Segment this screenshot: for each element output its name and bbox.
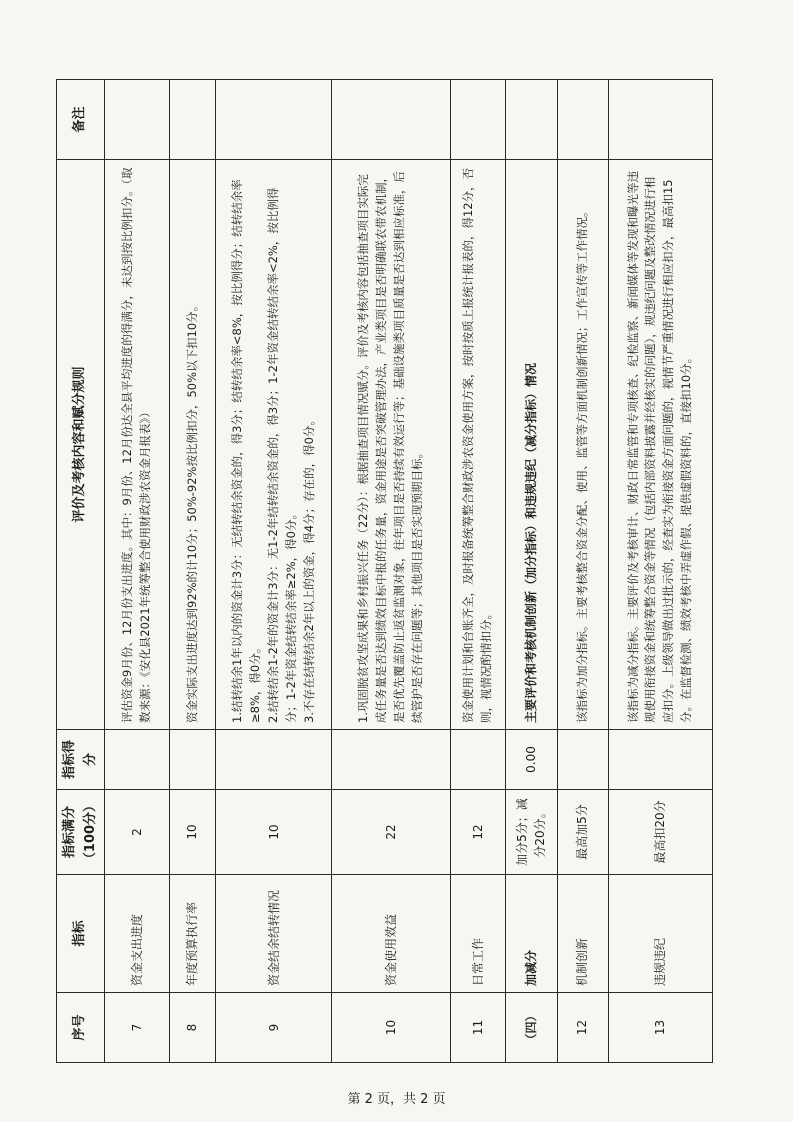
row-no: 11 (450, 993, 506, 1063)
row-score (450, 730, 506, 790)
row-rule (608, 160, 712, 730)
row-full-score: 最高扣20分 (608, 790, 712, 875)
row-indicator: 年度预算执行率 (169, 875, 215, 993)
row-remark (332, 80, 450, 160)
header-indicator: 指标 (57, 875, 105, 993)
rule-line: 该指标为减分指标。主要评价及考核审计、财政日常监管和专项核查、纪检监察、新闻媒体等发现和曝光等违规使用衔接资金和统筹整合资金等情况（包括内部资料披露并经核实的问题），规违纪问题及整改情况进行相应扣分。上级领导做出过批示的，经查实为衔接资金方面问题的，视情节严重情况进行相应扣分，最高扣15分。在监督检测、绩效考核中弄虚作假、提供虚假资料的，直接扣10分。 (625, 171, 694, 723)
row-rule (332, 160, 450, 730)
rule-line: 1.结转结余1年以内的资金计3分：无结转结余资金的，得3分；结转结余率<8%，按比例得分；结转结余率≥8%，得0分。 (230, 179, 263, 723)
row-rule (169, 160, 215, 730)
section-score: 0.00 (506, 730, 557, 790)
table-row (608, 80, 712, 1063)
rule-line: 2.结转结余1-2年的资金计3分：无1-2年结转结余资金的，得3分；1-2年资金结转结余率<2%，按比例得分；1-2年资金结转结余率≥2%，得0分。 (265, 187, 298, 723)
row-score (557, 730, 608, 790)
section-rule: 主要评价和考核机制创新（加分指标）和违规违纪（减分指标）情况 (506, 160, 557, 730)
rule-line: 该指标为加分指标。主要考核整合资金分配、使用、监管等方面机制创新情况；工作宣传等工作情况。 (574, 205, 589, 723)
header-rule: 评价及考核内容和赋分规则 (57, 160, 105, 730)
row-no: 13 (608, 993, 712, 1063)
section-remark (506, 80, 557, 160)
section-full-score: 加分5分；减分20分。 (506, 790, 557, 875)
row-score (332, 730, 450, 790)
rule-line: 评估资金9月份、12月份支出进度。其中：9月份、12月份达全县平均进度的得满分，未达到按比例扣分。（取数来源：《安化县2021年统筹整合使用财政涉农资金月报表》） (120, 167, 152, 723)
table-row (450, 80, 506, 1063)
row-remark (216, 80, 332, 160)
table-row (169, 80, 215, 1063)
row-indicator: 违规违纪 (608, 875, 712, 993)
row-rule (105, 160, 170, 730)
page-footer (0, 1088, 793, 1107)
row-remark (557, 80, 608, 160)
row-rule (557, 160, 608, 730)
row-full-score: 22 (332, 790, 450, 875)
row-indicator: 资金支出进度 (105, 875, 170, 993)
row-no: 10 (332, 993, 450, 1063)
row-indicator: 资金使用效益 (332, 875, 450, 993)
row-rule (216, 160, 332, 730)
table-row (557, 80, 608, 1063)
row-no: 9 (216, 993, 332, 1063)
section-row (506, 80, 557, 1063)
rule-line: 1.巩固脱贫攻坚成果和乡村振兴任务（22分）：根据抽查项目情况赋分。评价及考核内容包括抽查项目实际完成任务量是否达到绩效目标中报的任务量，资金用途是否突破管理办法，产业类项目是否明确联农带农机制，是否优先覆盖防止返贫监测对象，往年项目是否持续有效运行等；基础设施类项目质量是否达到相应标准，后续管护是否存在问题等；其他项目是否实现预期目标。 (356, 171, 424, 723)
table-header-row (57, 80, 105, 1063)
header-score: 指标得分 (57, 730, 105, 790)
row-no: 8 (169, 993, 215, 1063)
rule-line: 资金实际支出进度达到92%的计10分；50%-92%按比例扣分，50%以下扣10分。 (184, 299, 199, 723)
row-no: 12 (557, 993, 608, 1063)
row-no: 7 (105, 993, 170, 1063)
row-indicator: 机制创新 (557, 875, 608, 993)
row-full-score: 10 (169, 790, 215, 875)
page-number: 第 2 页，共 2 页 (347, 1092, 446, 1107)
header-no: 序号 (57, 993, 105, 1063)
row-score (105, 730, 170, 790)
section-no: （四） (506, 993, 557, 1063)
row-score (169, 730, 215, 790)
row-full-score: 10 (216, 790, 332, 875)
row-remark (608, 80, 712, 160)
row-indicator: 资金结余结转情况 (216, 875, 332, 993)
row-rule (450, 160, 506, 730)
row-full-score: 12 (450, 790, 506, 875)
header-full-score: 指标满分（100分） (57, 790, 105, 875)
row-remark (450, 80, 506, 160)
table-row (216, 80, 332, 1063)
row-full-score: 2 (105, 790, 170, 875)
rule-line: 3.不存在结转结余2年以上的资金，得4分；存在的，得0分。 (301, 414, 316, 723)
table-row (332, 80, 450, 1063)
row-score (608, 730, 712, 790)
section-indicator: 加减分 (506, 875, 557, 993)
header-remark: 备注 (57, 80, 105, 160)
assessment-table (56, 79, 713, 1063)
row-remark (169, 80, 215, 160)
rule-line: 资金使用计划和台账齐全，及时报备统筹整合财政涉农资金使用方案，按时按质上报统计报表的，得12分，否则，视情况酌情扣分。 (461, 167, 493, 723)
row-full-score: 最高加5分 (557, 790, 608, 875)
row-remark (105, 80, 170, 160)
row-score (216, 730, 332, 790)
row-indicator: 日常工作 (450, 875, 506, 993)
rotated-page-content (56, 80, 713, 1063)
table-row (105, 80, 170, 1063)
